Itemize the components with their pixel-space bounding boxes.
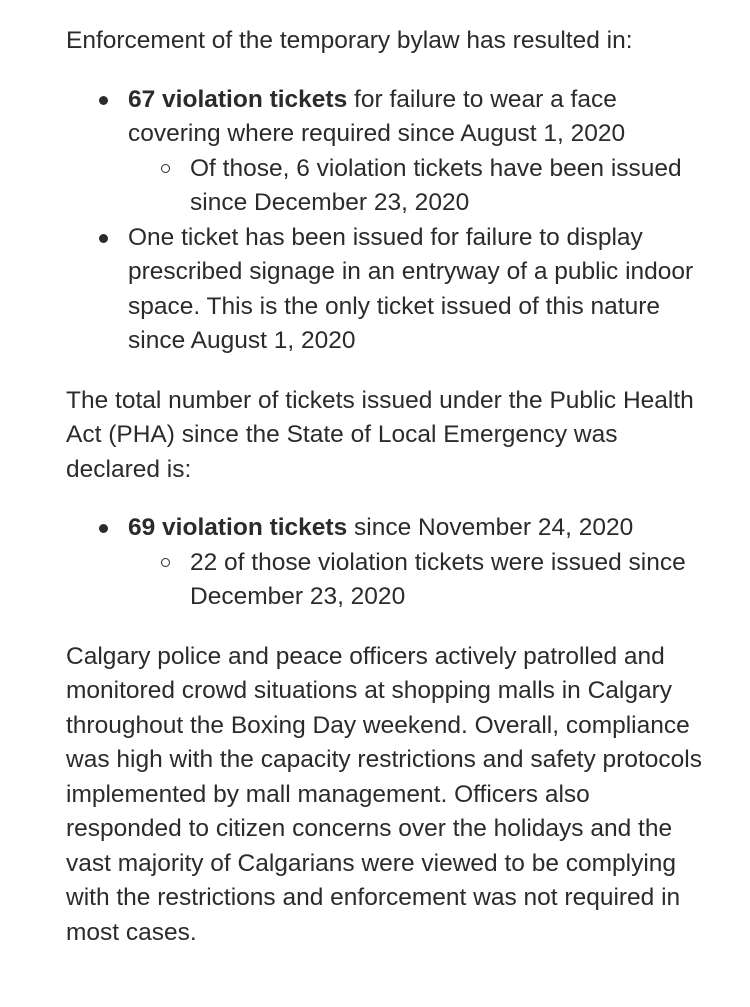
closing-paragraph: Calgary police and peace officers actively patrolled and monitored crowd situations at shopping malls in Calgary throughout the Boxing Day weekend. Overall, compliance was high with the capacity restrictions and safety protocols implemented by mall management. Officers also responded to citizen concerns over the holidays and the vast majority of Calgarians were viewed to be complying with the restrictions and enforcement was not required in most cases. xyxy=(66,642,702,946)
bylaw-intro-paragraph: Enforcement of the temporary bylaw has resulted in: xyxy=(66,27,633,54)
list-item xyxy=(66,511,706,615)
pha-intro-paragraph: The total number of tickets issued under the Public Health Act (PHA) since the State of Local Emergency was declared is: xyxy=(66,386,694,483)
hollow-bullet-icon xyxy=(161,164,170,173)
list-item-text: for failure to wear a face covering where required since August 1, 2020 xyxy=(128,85,626,147)
sub-list-item xyxy=(128,152,706,221)
bullet-icon xyxy=(99,234,108,243)
document-body xyxy=(66,24,706,950)
list-item-text: One ticket has been issued for failure to display prescribed signage in an entryway of a public indoor space. This is the only ticket issued of this nature since August 1, 2020 xyxy=(128,223,694,354)
bullet-icon xyxy=(99,96,108,105)
sub-list-item-text: Of those, 6 violation tickets have been issued since December 23, 2020 xyxy=(190,154,682,216)
bylaw-ticket-count: 67 violation tickets xyxy=(128,85,348,113)
list-item-text: since November 24, 2020 xyxy=(347,514,634,541)
hollow-bullet-icon xyxy=(161,558,170,567)
sub-list-item-text: 22 of those violation tickets were issued since December 23, 2020 xyxy=(190,548,686,610)
list-item xyxy=(66,221,706,359)
list-item xyxy=(66,83,706,221)
sub-list xyxy=(128,546,706,615)
sub-list xyxy=(128,152,706,221)
pha-ticket-count: 69 violation tickets xyxy=(128,514,348,541)
bylaw-enforcement-list xyxy=(66,83,706,359)
sub-list-item xyxy=(128,546,706,615)
bullet-icon xyxy=(99,524,108,533)
pha-ticket-list xyxy=(66,511,706,615)
